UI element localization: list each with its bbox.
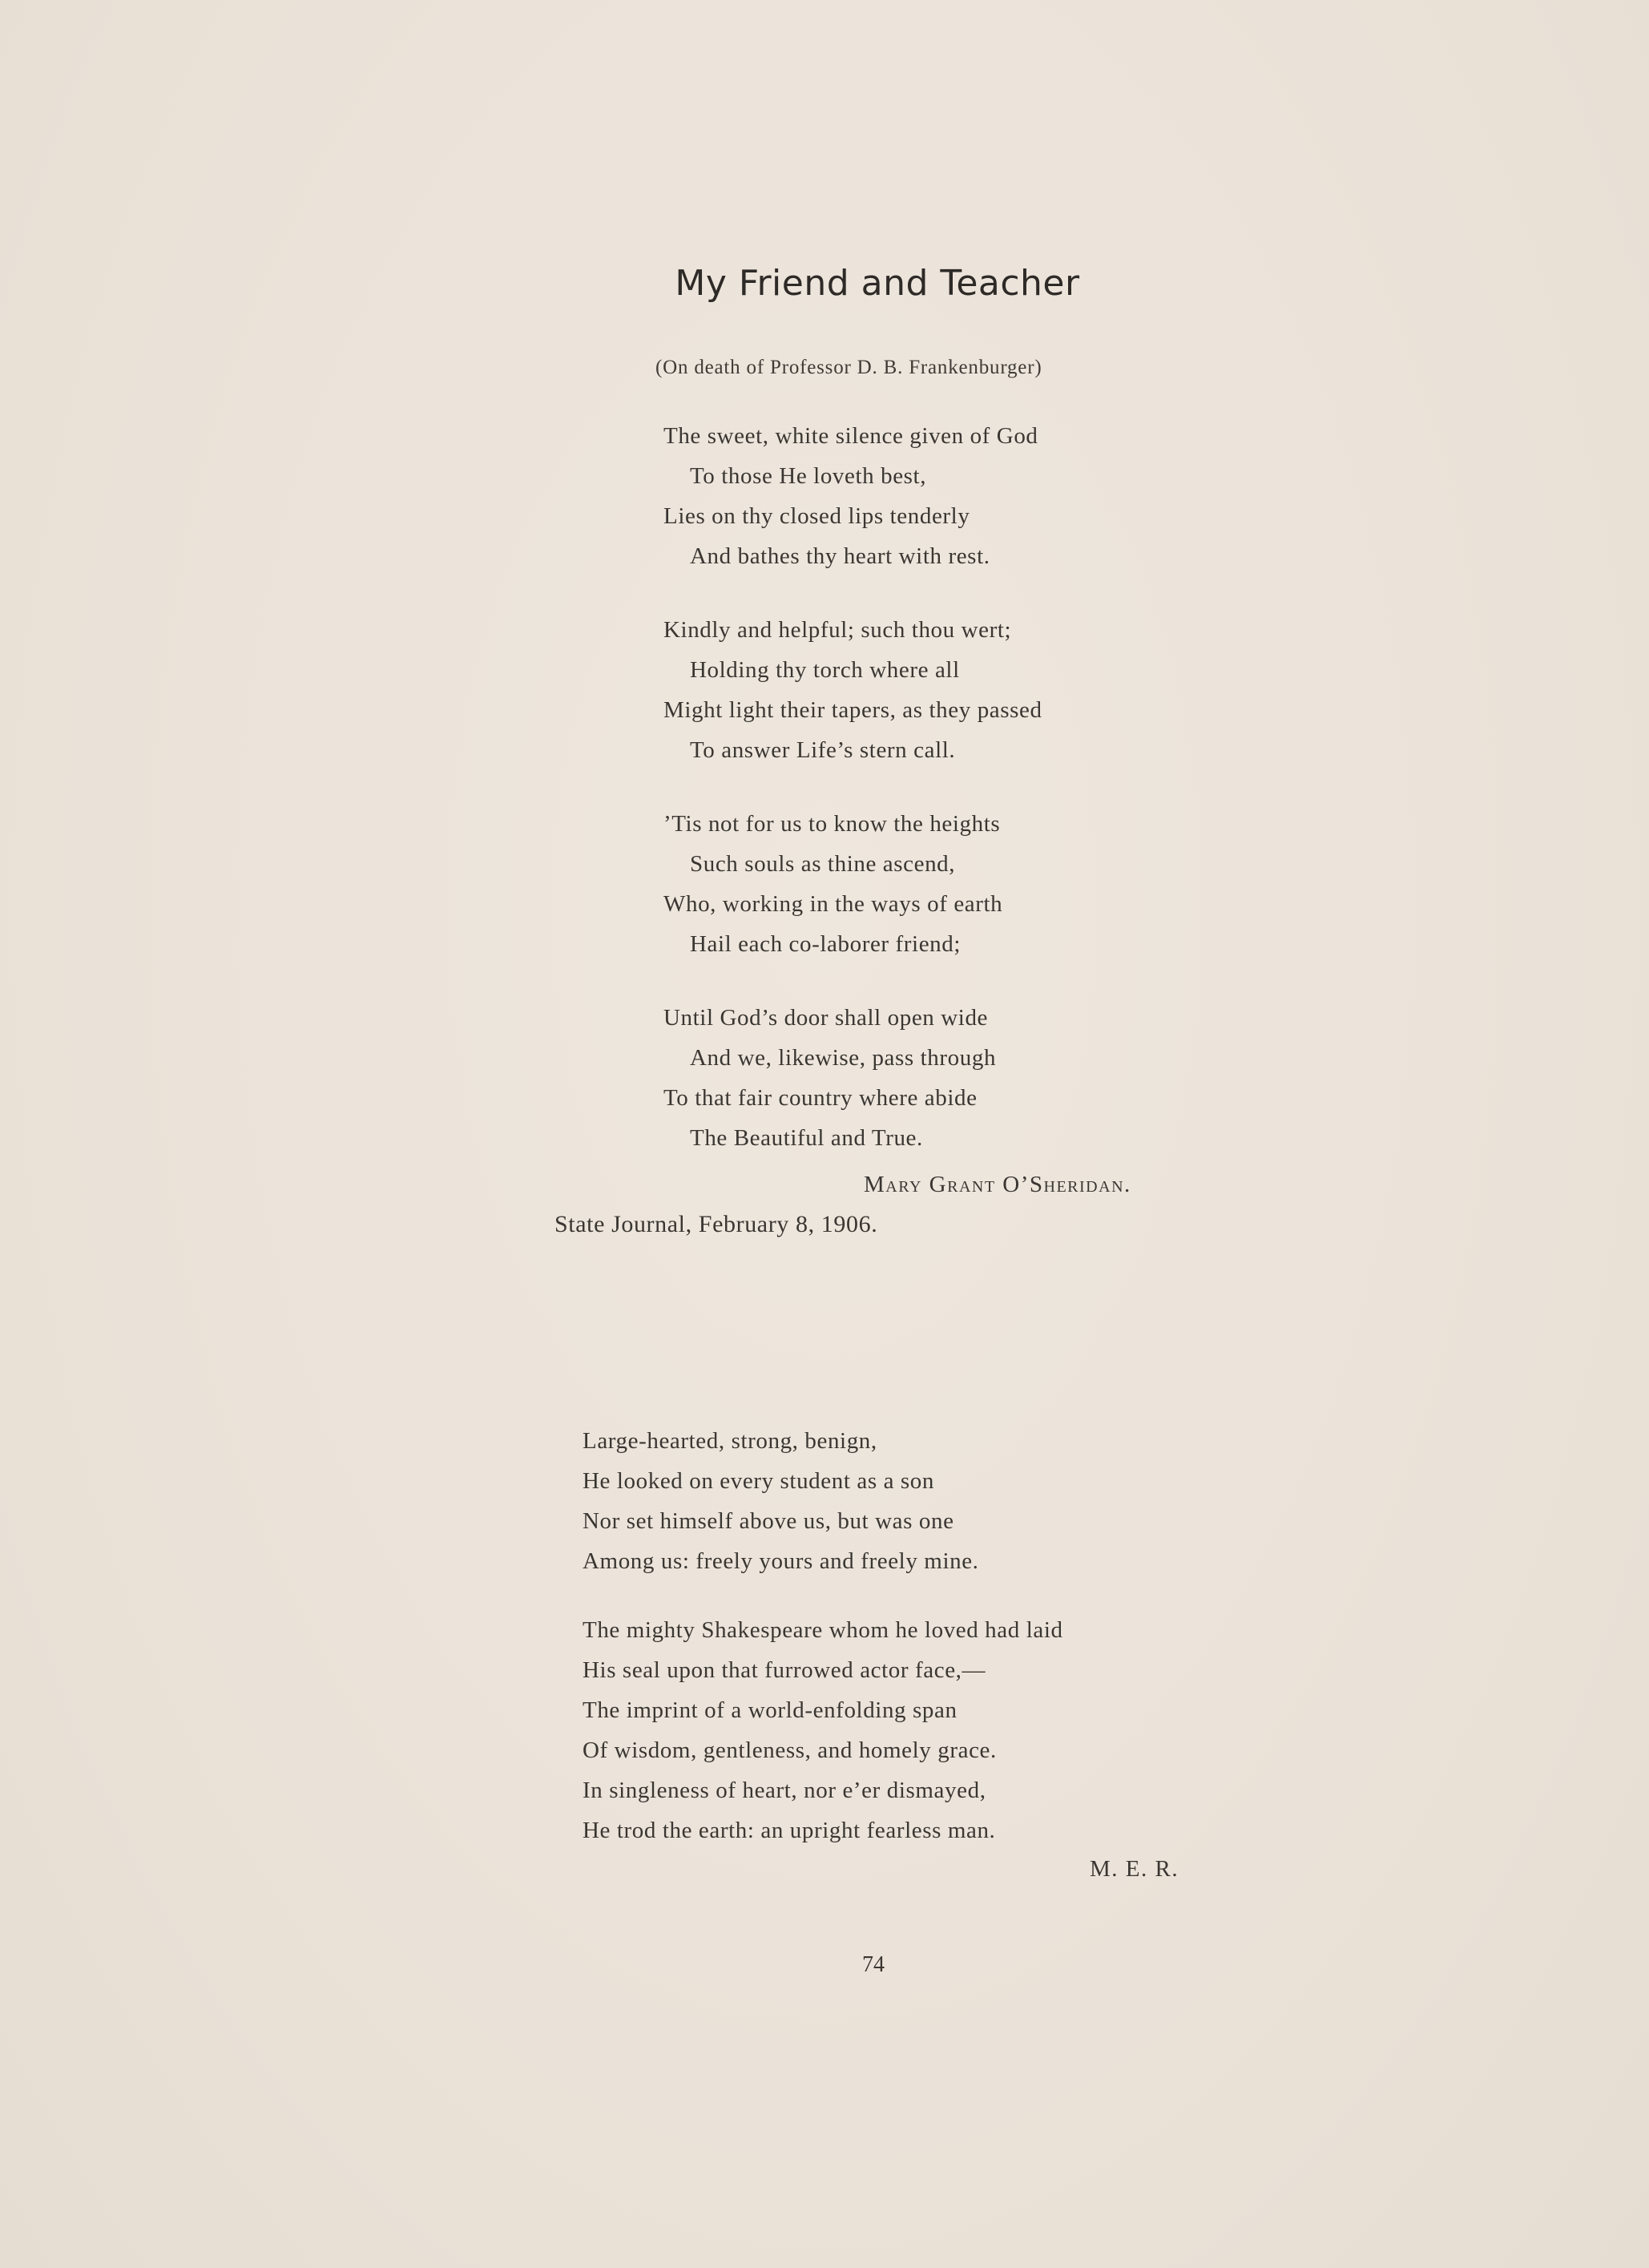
- poem-line: To answer Life’s stern call.: [690, 737, 956, 763]
- poem-author: M. E. R.: [1090, 1856, 1179, 1882]
- poem-line: And bathes thy heart with rest.: [690, 543, 990, 569]
- poem-line: Of wisdom, gentleness, and homely grace.: [583, 1737, 997, 1763]
- poem-line: His seal upon that furrowed actor face,—: [583, 1657, 986, 1683]
- poem-line: Who, working in the ways of earth: [663, 891, 1003, 917]
- poem-line: Such souls as thine ascend,: [690, 851, 956, 877]
- poem-line: The sweet, white silence given of God: [663, 423, 1038, 449]
- poem-line: Lies on thy closed lips tenderly: [663, 503, 970, 529]
- poem-line: The mighty Shakespeare whom he loved had laid: [583, 1617, 1063, 1643]
- poem-line: Among us: freely yours and freely mine.: [583, 1548, 979, 1574]
- poem-line: Might light their tapers, as they passed: [663, 697, 1042, 723]
- poem-line: The Beautiful and True.: [690, 1125, 923, 1151]
- poem-line: ’Tis not for us to know the heights: [663, 811, 1001, 837]
- poem-line: He trod the earth: an upright fearless man.: [583, 1818, 996, 1843]
- poem-line: Until God’s door shall open wide: [663, 1005, 989, 1031]
- poem-title: My Friend and Teacher: [675, 263, 1080, 304]
- poem-line: Holding thy torch where all: [690, 657, 960, 683]
- poem-subtitle: (On death of Professor D. B. Frankenburger): [655, 357, 1042, 378]
- poem-line: Kindly and helpful; such thou wert;: [663, 617, 1012, 643]
- poem-source: State Journal, February 8, 1906.: [554, 1211, 878, 1237]
- page-number: 74: [862, 1952, 885, 1977]
- poem-line: Nor set himself above us, but was one: [583, 1508, 954, 1534]
- poem-author: Mary Grant O’Sheridan.: [864, 1172, 1131, 1197]
- poem-line: And we, likewise, pass through: [690, 1045, 997, 1071]
- poem-line: In singleness of heart, nor e’er dismayed,: [583, 1778, 986, 1803]
- poem-line: The imprint of a world-enfolding span: [583, 1697, 958, 1723]
- poem-line: To those He loveth best,: [690, 463, 927, 489]
- poem-line: To that fair country where abide: [663, 1085, 978, 1111]
- poem-line: Hail each co-laborer friend;: [690, 931, 962, 957]
- poem-line: He looked on every student as a son: [583, 1468, 934, 1494]
- poem-line: Large-hearted, strong, benign,: [583, 1428, 877, 1454]
